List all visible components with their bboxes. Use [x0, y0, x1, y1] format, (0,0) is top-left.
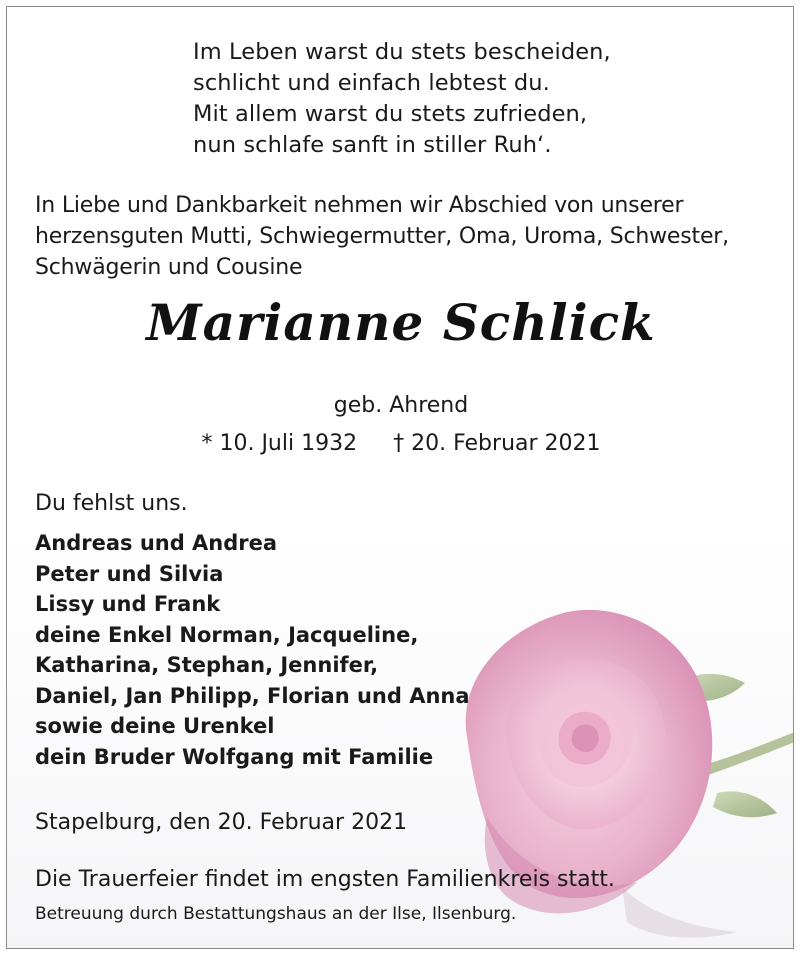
- mourner-line: dein Bruder Wolfgang mit Familie: [35, 744, 434, 769]
- maiden-name: geb. Ahrend: [333, 393, 469, 418]
- memorial-poem: [193, 37, 611, 161]
- death-date: † 20. Februar 2021: [393, 431, 601, 456]
- mourner-line: Katharina, Stephan, Jennifer,: [35, 653, 379, 677]
- undertaker-note: Betreuung durch Bestattungshaus an der Ilse, Ilsenburg.: [35, 904, 517, 924]
- mourner-line: deine Enkel Norman, Jacqueline,: [35, 622, 419, 647]
- poem-line: Mit allem warst du stets zufrieden,: [193, 101, 588, 127]
- mourners-list: [35, 528, 470, 772]
- deceased-name: Marianne Schlick: [146, 293, 656, 352]
- mourner-line: Peter und Silvia: [35, 561, 224, 586]
- farewell-line: Du fehlst uns.: [35, 491, 188, 516]
- mourner-line: Lissy und Frank: [35, 592, 221, 616]
- farewell-intro: [35, 190, 775, 283]
- place-and-date: Stapelburg, den 20. Februar 2021: [35, 810, 408, 835]
- poem-line: Im Leben warst du stets bescheiden,: [193, 39, 611, 65]
- poem-line: schlicht und einfach lebtest du.: [193, 70, 550, 96]
- intro-line: herzensguten Mutti, Schwiegermutter, Oma, Uroma, Schwester,: [35, 224, 729, 249]
- intro-line: Schwägerin und Cousine: [35, 255, 303, 280]
- obituary-notice: [6, 6, 794, 949]
- mourner-line: Andreas und Andrea: [35, 531, 278, 555]
- mourner-line: sowie deine Urenkel: [35, 714, 275, 738]
- intro-line: In Liebe und Dankbarkeit nehmen wir Abschied von unserer: [35, 193, 684, 218]
- birth-date: * 10. Juli 1932: [201, 431, 358, 456]
- life-dates: [7, 431, 794, 456]
- mourner-line: Daniel, Jan Philipp, Florian und Anna: [35, 683, 470, 708]
- funeral-note: Die Trauerfeier findet im engsten Familienkreis statt.: [35, 867, 615, 892]
- poem-line: nun schlafe sanft in stiller Ruh‘.: [193, 132, 552, 158]
